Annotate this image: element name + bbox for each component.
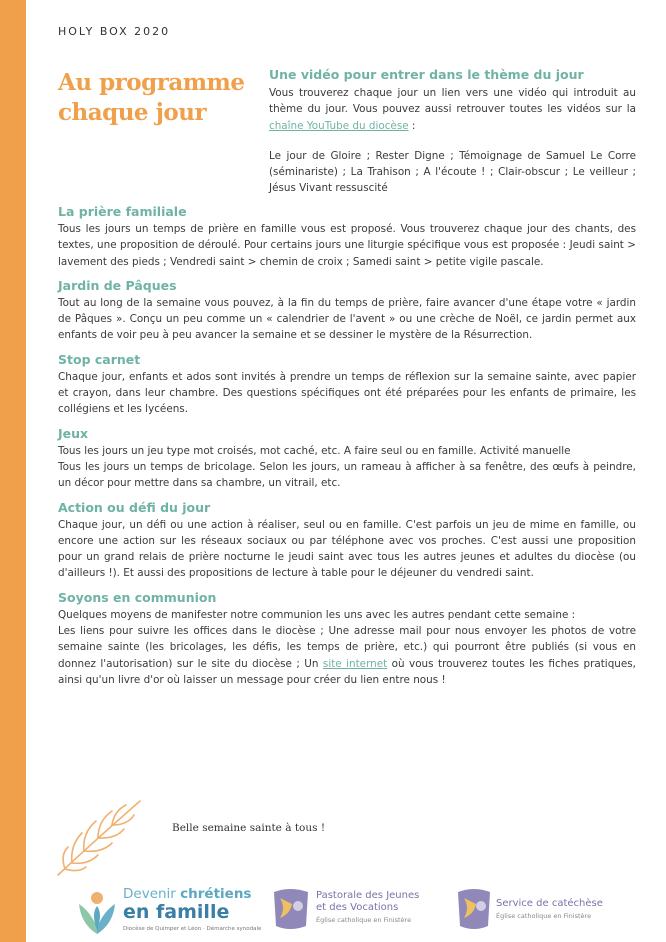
section-text: Tout au long de la semaine vous pouvez, à la fin du temps de prière, faire avancer d'une étape votre « jardin de Pâques ». Conçu un peu comme un « calendrier de l'avent » ou une crèche de Noël, ce jardin permet aux enfants de voir peu à peu avancer la semaine et se dessiner le mystère de la Résurrection. — [58, 296, 636, 342]
catechese-faces-icon — [454, 884, 494, 934]
video-text-after: : — [408, 119, 416, 132]
section-intro: Quelques moyens de manifester notre communion les uns avec les autres pendant cette semaine : — [58, 608, 576, 621]
left-accent-bar — [0, 0, 26, 942]
logo1-word-chretiens: chrétiens — [180, 886, 252, 902]
section-heading: Jardin de Pâques — [58, 277, 177, 293]
communion-text-before: Les liens pour suivre les offices dans le diocèse ; Une adresse mail pour nous envoyer les photos de votre semaine sainte (les bricolages, les défis, les temps de prière, etc.) qui pourront être publiés (si vous en donnez l'autorisation) sur le site du diocèse ; Un — [58, 625, 636, 670]
section-jeux — [58, 426, 636, 492]
section-text — [58, 623, 636, 688]
section-carnet — [58, 352, 636, 418]
family-leaves-icon — [75, 884, 119, 936]
logo3-line2: Église catholique en Finistère — [496, 912, 592, 920]
title-line-2: chaque jour — [58, 99, 207, 126]
section-heading: Jeux — [58, 425, 89, 441]
title-line-1: Au programme — [58, 69, 245, 96]
logo2-line3: Église catholique en Finistère — [316, 916, 412, 924]
communion-text-after: où vous trouverez toutes les fiches pratiques, ainsi qu'un livre d'or où laisser un message pour créer du lien entre nous ! — [58, 657, 636, 686]
logo3-line1: Service de catéchèse — [496, 898, 603, 909]
page-title — [58, 68, 258, 128]
youtube-channel-link[interactable]: chaîne YouTube du diocèse — [269, 119, 409, 132]
section-text-line1: Tous les jours un jeu type mot croisés, mot caché, etc. A faire seul ou en famille. Activité manuelle — [58, 444, 571, 457]
partner-logos — [0, 880, 666, 942]
section-text: Chaque jour, un défi ou une action à réaliser, seul ou en famille. C'est parfois un jeu de mime en famille, ou encore une action sur les réseaux sociaux ou par téléphone avec vos proches. C'est aussi une proposition pour un grand relais de prière nocturne le jeudi saint avec tous les autres jeunes et adultes du diocèse (ou d'ailleurs !). Et aussi des propositions de lecture à table pour le déjeuner du vendredi saint. — [58, 518, 636, 580]
section-heading: Action ou défi du jour — [58, 499, 211, 515]
palm-leaf-icon — [52, 793, 152, 881]
header-label: HOLY BOX 2020 — [58, 25, 171, 38]
logo-catechese — [454, 884, 624, 936]
logo1-line3: Diocèse de Quimper et Léon · Démarche synodale — [123, 926, 262, 932]
section-jardin — [58, 278, 636, 344]
section-action — [58, 500, 636, 582]
logo1-line1 — [123, 886, 251, 902]
video-section — [269, 67, 636, 197]
section-heading: Soyons en communion — [58, 589, 217, 605]
section-text: Tous les jours un temps de prière en famille vous est proposé. Vous trouverez chaque jour des chants, des textes, une proposition de déroulé. Pour certains jours une liturgie spécifique vous est proposée : Jeudi saint > lavement des pieds ; Vendredi saint > chemin de croix ; Samedi saint > petite vigile pascale. — [58, 223, 636, 268]
logo-devenir-chretiens — [75, 884, 262, 936]
section-priere — [58, 204, 636, 270]
site-internet-link[interactable]: site internet — [322, 657, 388, 670]
video-description — [269, 85, 636, 134]
main-content — [58, 204, 636, 696]
video-list: Le jour de Gloire ; Rester Digne ; Témoignage de Samuel Le Corre (séminariste) ; La Trahison ; A l'écoute ! ; Clair-obscur ; Le veilleur ; Jésus Vivant ressuscité — [269, 149, 636, 195]
pastorale-faces-icon — [270, 884, 312, 934]
logo-pastorale-jeunes — [270, 884, 440, 936]
section-text: Chaque jour, enfants et ados sont invités à prendre un temps de réflexion sur la semaine sainte, avec papier et crayon, dans leur chambre. Des questions spécifiques ont été préparées pour les enfants de primaire, les collégiens et les lycéens. — [58, 370, 636, 416]
video-heading: Une vidéo pour entrer dans le thème du jour — [269, 67, 584, 82]
closing-message: Belle semaine sainte à tous ! — [172, 822, 326, 834]
section-communion — [58, 590, 636, 688]
logo1-word-devenir: Devenir — [123, 886, 181, 902]
section-text-line2: Tous les jours un temps de bricolage. Selon les jours, un rameau à afficher à sa fenêtre, des œufs à peindre, un décor pour mettre dans sa chambre, un vitrail, etc. — [58, 460, 636, 490]
section-heading: La prière familiale — [58, 204, 187, 219]
video-text-before: Vous trouverez chaque jour un lien vers une vidéo qui introduit au thème du jour. Vous pouvez aussi retrouver toutes les vidéos sur la — [269, 87, 636, 116]
logo1-line2: en famille — [123, 901, 230, 923]
logo2-line2: et des Vocations — [316, 902, 399, 913]
section-heading: Stop carnet — [58, 351, 141, 367]
logo2-line1: Pastorale des Jeunes — [316, 890, 420, 901]
